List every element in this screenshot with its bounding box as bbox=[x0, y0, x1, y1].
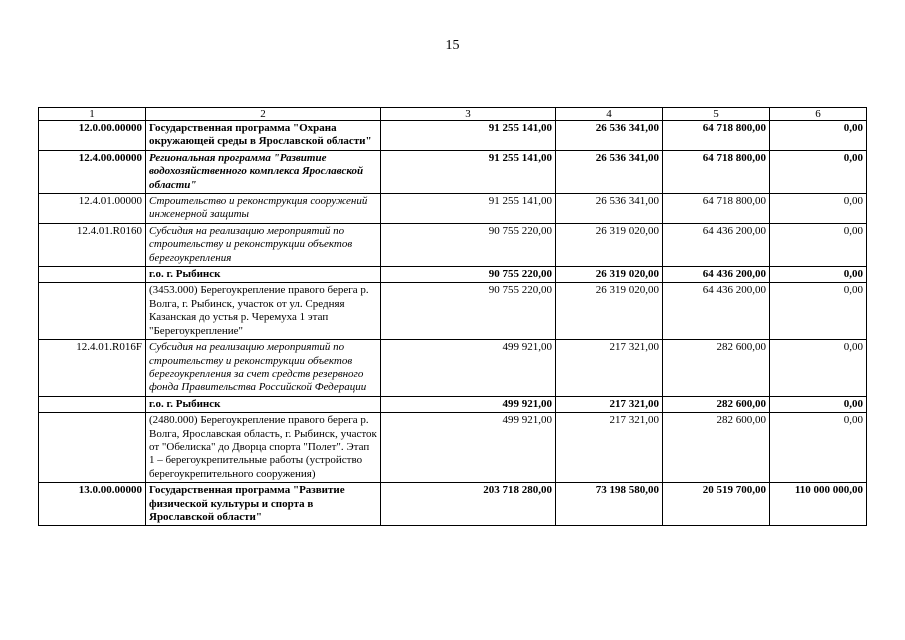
row-description: Субсидия на реализацию мероприятий по строительству и реконструкции объектов берегоукрепления bbox=[146, 223, 381, 266]
table-row bbox=[39, 413, 867, 483]
row-value-col3: 91 255 141,00 bbox=[381, 150, 556, 193]
row-value-col3: 91 255 141,00 bbox=[381, 121, 556, 151]
row-code: 12.0.00.00000 bbox=[39, 121, 146, 151]
budget-table bbox=[38, 107, 867, 526]
row-value-col4: 26 319 020,00 bbox=[556, 283, 663, 340]
row-value-col6: 0,00 bbox=[770, 267, 867, 283]
row-value-col4: 217 321,00 bbox=[556, 340, 663, 397]
column-header: 4 bbox=[556, 108, 663, 121]
row-value-col6: 0,00 bbox=[770, 340, 867, 397]
row-code: 12.4.01.R016F bbox=[39, 340, 146, 397]
row-value-col4: 217 321,00 bbox=[556, 413, 663, 483]
row-value-col6: 0,00 bbox=[770, 223, 867, 266]
row-value-col3: 90 755 220,00 bbox=[381, 223, 556, 266]
column-header: 2 bbox=[146, 108, 381, 121]
row-value-col3: 203 718 280,00 bbox=[381, 483, 556, 526]
row-code bbox=[39, 267, 146, 283]
column-header: 1 bbox=[39, 108, 146, 121]
row-description: Государственная программа "Охрана окружающей среды в Ярославской области" bbox=[146, 121, 381, 151]
column-header: 6 bbox=[770, 108, 867, 121]
row-value-col4: 217 321,00 bbox=[556, 396, 663, 412]
row-description: г.о. г. Рыбинск bbox=[146, 267, 381, 283]
row-value-col5: 282 600,00 bbox=[663, 340, 770, 397]
row-code: 13.0.00.00000 bbox=[39, 483, 146, 526]
row-value-col4: 26 319 020,00 bbox=[556, 267, 663, 283]
column-header: 3 bbox=[381, 108, 556, 121]
row-value-col3: 91 255 141,00 bbox=[381, 194, 556, 224]
row-description: (2480.000) Берегоукрепление правого берега р. Волга, Ярославская область, г. Рыбинск, участок от "Обелиска" до Дворца спорта "Полет". Этап 1 – берегоукрепительные работы (устройство берегоукрепительного сооружения) bbox=[146, 413, 381, 483]
row-value-col5: 64 436 200,00 bbox=[663, 267, 770, 283]
row-value-col3: 499 921,00 bbox=[381, 396, 556, 412]
table-row bbox=[39, 150, 867, 193]
row-value-col4: 26 536 341,00 bbox=[556, 121, 663, 151]
row-value-col5: 282 600,00 bbox=[663, 396, 770, 412]
row-value-col4: 26 536 341,00 bbox=[556, 150, 663, 193]
row-value-col6: 0,00 bbox=[770, 396, 867, 412]
row-description: Государственная программа "Развитие физической культуры и спорта в Ярославской области" bbox=[146, 483, 381, 526]
row-code: 12.4.01.00000 bbox=[39, 194, 146, 224]
row-value-col3: 90 755 220,00 bbox=[381, 267, 556, 283]
row-value-col3: 90 755 220,00 bbox=[381, 283, 556, 340]
row-value-col6: 0,00 bbox=[770, 150, 867, 193]
row-description: Региональная программа "Развитие водохозяйственного комплекса Ярославской области" bbox=[146, 150, 381, 193]
row-value-col5: 282 600,00 bbox=[663, 413, 770, 483]
row-value-col3: 499 921,00 bbox=[381, 340, 556, 397]
table-row bbox=[39, 396, 867, 412]
table-row bbox=[39, 223, 867, 266]
row-value-col6: 0,00 bbox=[770, 121, 867, 151]
table-row bbox=[39, 340, 867, 397]
row-value-col5: 64 718 800,00 bbox=[663, 150, 770, 193]
row-code: 12.4.01.R0160 bbox=[39, 223, 146, 266]
table-row bbox=[39, 194, 867, 224]
table-row bbox=[39, 483, 867, 526]
page-number: 15 bbox=[445, 38, 460, 53]
column-header-row bbox=[39, 108, 867, 121]
row-value-col5: 20 519 700,00 bbox=[663, 483, 770, 526]
row-value-col6: 0,00 bbox=[770, 194, 867, 224]
row-value-col5: 64 718 800,00 bbox=[663, 121, 770, 151]
row-description: Строительство и реконструкция сооружений инженерной защиты bbox=[146, 194, 381, 224]
row-value-col4: 26 319 020,00 bbox=[556, 223, 663, 266]
row-code: 12.4.00.00000 bbox=[39, 150, 146, 193]
table-row bbox=[39, 283, 867, 340]
table-row bbox=[39, 121, 867, 151]
row-value-col6: 0,00 bbox=[770, 413, 867, 483]
row-value-col6: 0,00 bbox=[770, 283, 867, 340]
row-description: г.о. г. Рыбинск bbox=[146, 396, 381, 412]
row-value-col5: 64 436 200,00 bbox=[663, 283, 770, 340]
row-code bbox=[39, 396, 146, 412]
row-description: (3453.000) Берегоукрепление правого берега р. Волга, г. Рыбинск, участок от ул. Средняя Казанская до устья р. Черемуха 1 этап "Берегоукрепление" bbox=[146, 283, 381, 340]
row-code bbox=[39, 413, 146, 483]
column-header: 5 bbox=[663, 108, 770, 121]
row-value-col5: 64 718 800,00 bbox=[663, 194, 770, 224]
row-value-col4: 73 198 580,00 bbox=[556, 483, 663, 526]
row-value-col3: 499 921,00 bbox=[381, 413, 556, 483]
row-description: Субсидия на реализацию мероприятий по строительству и реконструкции объектов берегоукрепления за счет средств резервного фонда Правительства Российской Федерации bbox=[146, 340, 381, 397]
row-value-col6: 110 000 000,00 bbox=[770, 483, 867, 526]
row-value-col5: 64 436 200,00 bbox=[663, 223, 770, 266]
row-code bbox=[39, 283, 146, 340]
table-row bbox=[39, 267, 867, 283]
row-value-col4: 26 536 341,00 bbox=[556, 194, 663, 224]
